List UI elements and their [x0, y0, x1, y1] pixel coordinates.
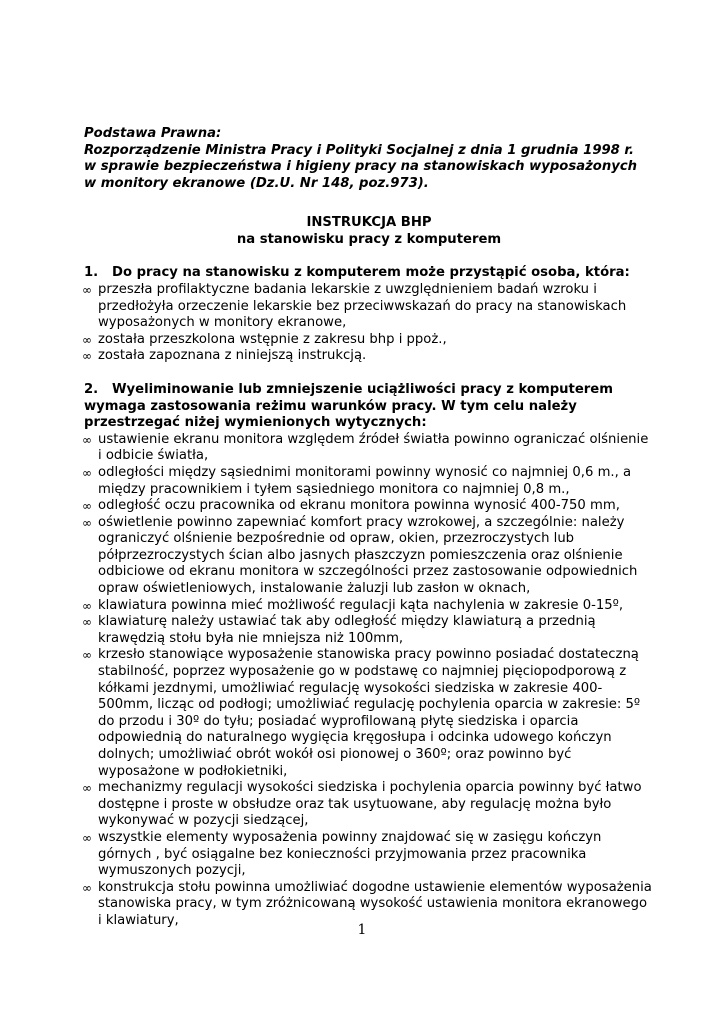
list-item — [84, 780, 654, 830]
document-title — [84, 214, 654, 248]
list-item-text: odległości między sąsiednimi monitorami powinny wynosić co najmniej 0,6 m., a między pracownikiem i tyłem sąsiedniego monitora co najmniej 0,8 m., — [98, 464, 632, 497]
bullet-icon: ∞ — [82, 781, 92, 796]
legal-basis — [84, 126, 654, 192]
list-item — [84, 348, 654, 365]
title-sub: na stanowisku pracy z komputerem — [236, 232, 502, 248]
bullet-icon: ∞ — [82, 598, 92, 613]
section-2-heading-text: Wyeliminowanie lub zmniejszenie uciążliwości pracy z komputerem wymaga zastosowania reżimu warunków pracy. W tym celu należy przestrzegać niżej wymienionych wytycznych: — [84, 381, 613, 431]
list-item — [84, 332, 654, 349]
list-item — [84, 498, 654, 515]
bullet-icon: ∞ — [82, 648, 92, 663]
bullet-icon: ∞ — [82, 499, 92, 514]
bullet-icon: ∞ — [82, 515, 92, 530]
bullet-icon: ∞ — [82, 830, 92, 845]
list-item-text: klawiaturę należy ustawiać tak aby odległość między klawiaturą a przednią krawędzią stołu była nie mniejsza niż 100mm, — [98, 614, 596, 646]
list-item — [84, 282, 654, 332]
list-item — [84, 598, 654, 615]
legal-basis-reference: w monitory ekranowe (Dz.U. Nr 148, poz.973). — [84, 175, 429, 191]
section-2-list — [84, 432, 654, 930]
section-2-number: 2. — [84, 381, 99, 397]
bullet-icon: ∞ — [82, 432, 92, 447]
list-item-text: została zapoznana z niniejszą instrukcją. — [98, 348, 367, 364]
section-1-number: 1. — [84, 265, 99, 281]
list-item-text: wszystkie elementy wyposażenia powinny znajdować się w zasięgu kończyn górnych , być osiągalne bez konieczności przyjmowania przez pracownika wymuszonych pozycji, — [98, 829, 602, 879]
section-2-heading — [84, 382, 654, 432]
section-1-heading — [84, 265, 654, 282]
list-item-text: mechanizmy regulacji wysokości siedziska i pochylenia oparcia powinny być łatwo dostępne i proste w obsłudze oraz tak usytuowane, aby regulację można było wykonywać w pozycji siedzącej, — [98, 780, 642, 829]
list-item — [84, 432, 654, 465]
list-item-text: ustawienie ekranu monitora względem źródeł światła powinno ograniczać olśnienie i odbicie światła, — [98, 431, 649, 464]
bullet-icon: ∞ — [82, 615, 92, 630]
list-item — [84, 515, 654, 598]
legal-basis-regulation: Rozporządzenie Ministra Pracy i Polityki Socjalnej z dnia 1 grudnia 1998 r. — [84, 142, 635, 158]
title-main: INSTRUKCJA BHP — [306, 215, 432, 231]
document-page — [84, 126, 654, 930]
bullet-icon: ∞ — [82, 349, 92, 364]
page-number: 1 — [357, 922, 367, 938]
list-item — [84, 465, 654, 498]
list-item-text: przeszła profilaktyczne badania lekarskie z uwzględnieniem badań wzroku i przedłożyła orzeczenie lekarskie bez przeciwwskazań do pracy na stanowiskach wyposażonych w monitory ekranowe, — [98, 281, 627, 331]
bullet-icon: ∞ — [82, 282, 92, 297]
bullet-icon: ∞ — [82, 332, 92, 347]
list-item-text: konstrukcja stołu powinna umożliwiać dogodne ustawienie elementów wyposażenia stanowiska pracy, w tym zróżnicowaną wysokość ustawienia monitora ekranowego i klawiatury, — [98, 879, 652, 928]
list-item-text: krzesło stanowiące wyposażenie stanowiska pracy powinno posiadać dostateczną stabilność, poprzez wyposażenie go w podstawę co najmniej pięciopodporową z kółkami jezdnymi, umożliwiać regulację wysokości siedziska w zakresie 400-500mm, licząc od podłogi; umożliwiać regulację pochylenia oparcia w zakresie: 5º do przodu i 30º do tyłu; posiadać wyprofilowaną płytę siedziska i oparcia odpowiednią do naturalnego wygięcia kręgosłupa i odcinka udowego kończyn dolnych; umożliwiać obrót wokół osi pionowej o 360º; oraz powinno być wyposażone w podłokietniki, — [98, 647, 641, 779]
section-1-heading-text: Do pracy na stanowisku z komputerem może przystąpić osoba, która: — [112, 265, 630, 281]
list-item — [84, 830, 654, 880]
list-item-text: została przeszkolona wstępnie z zakresu bhp i ppoż., — [98, 331, 447, 347]
list-item-text: odległość oczu pracownika od ekranu monitora powinna wynosić 400-750 mm, — [98, 498, 620, 514]
list-item-text: klawiatura powinna mieć możliwość regulacji kąta nachylenia w zakresie 0-15º, — [98, 597, 624, 613]
bullet-icon: ∞ — [82, 465, 92, 480]
list-item — [84, 647, 654, 780]
legal-basis-subject: w sprawie bezpieczeństwa i higieny pracy na stanowiskach wyposażonych — [84, 159, 638, 175]
legal-basis-label: Podstawa Prawna: — [84, 126, 222, 141]
bullet-icon: ∞ — [82, 880, 92, 895]
list-item-text: oświetlenie powinno zapewniać komfort pracy wzrokowej, a szczególnie: należy ograniczyć olśnienie bezpośrednie od opraw, okien, przezroczystych lub półprzezroczystych ścian albo jasnych płaszczyzn pomieszczenia oraz olśnienie odbiciowe od ekranu monitora w szczególności przez zastosowanie odpowiednich opraw oświetleniowych, instalowanie żaluzji lub zasłon w oknach, — [98, 514, 638, 597]
list-item — [84, 614, 654, 647]
section-1-list — [84, 282, 654, 365]
